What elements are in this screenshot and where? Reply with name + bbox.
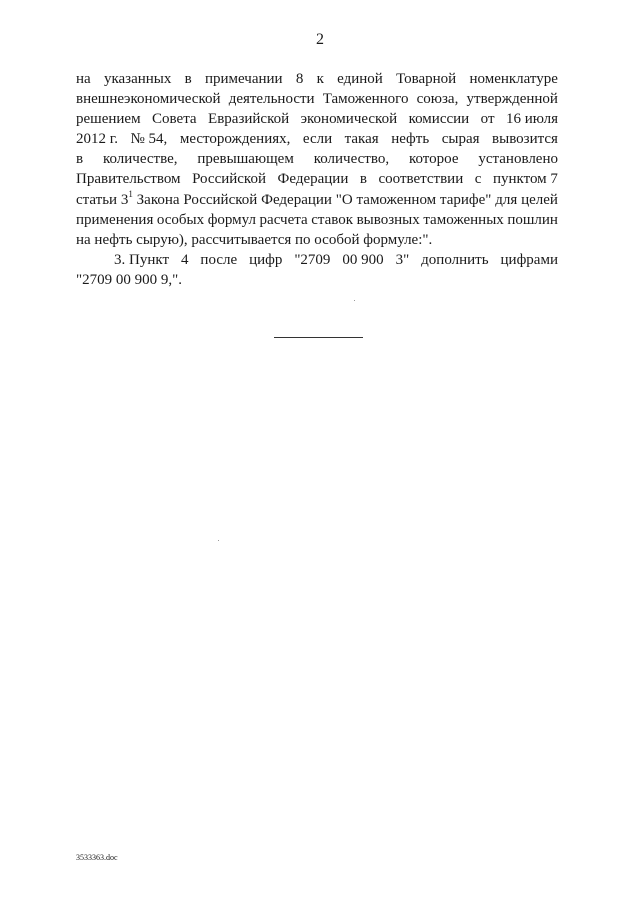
word: таможенных [423, 211, 504, 228]
scan-speck [218, 540, 219, 541]
document-body [76, 69, 558, 290]
word: превышающем [197, 151, 294, 168]
word: формул [207, 211, 256, 228]
word: цифр [249, 251, 283, 268]
word: если [302, 131, 333, 148]
word: Российской [183, 191, 258, 208]
word: 8 [295, 71, 304, 87]
word: примечании [204, 71, 283, 87]
word: пошлин [507, 211, 558, 228]
text-line [76, 69, 558, 89]
word: расчета [259, 211, 308, 228]
text-line [76, 210, 558, 230]
word: 00 900 [342, 251, 384, 268]
word: комиссии [408, 111, 470, 128]
word: с [474, 171, 482, 188]
word: решением [76, 111, 141, 128]
paragraph-3-line-end: "2709 00 900 9,". [76, 271, 182, 288]
word: которое [408, 151, 459, 168]
word: количестве, [102, 151, 178, 168]
word: деятельности [228, 91, 315, 108]
word: количество, [313, 151, 390, 168]
text-line [76, 129, 558, 149]
word: соответствии [378, 171, 464, 188]
word: 4 [180, 251, 189, 268]
word: в [359, 171, 367, 188]
superscript: 1 [128, 188, 133, 199]
word: дополнить [421, 251, 489, 268]
word: Федерации [277, 171, 349, 188]
word: к [316, 71, 324, 87]
word: в [184, 71, 192, 87]
word: экономической [300, 111, 398, 128]
word: утвержденной [466, 91, 558, 108]
text-line-last: на нефть сырую), рассчитывается по особой формуле:". [76, 231, 433, 248]
word: Закона [136, 191, 180, 208]
word: Евразийской [208, 111, 290, 128]
word: после [200, 251, 238, 268]
word: Российской [192, 171, 266, 188]
word: Совета [152, 111, 197, 128]
word: 3. Пункт [114, 251, 170, 268]
word: Правительством [76, 171, 181, 188]
scan-speck [354, 300, 355, 301]
word: внешнеэкономической [76, 91, 221, 108]
word: особых [156, 211, 205, 228]
word: вывозных [356, 211, 420, 228]
text-line [76, 169, 558, 189]
word: 2012 г. [76, 131, 118, 148]
word: цифрами [500, 251, 558, 268]
word: № 54, [130, 131, 168, 148]
word: 16 июля [505, 111, 558, 128]
word: номенклатуре [469, 71, 558, 87]
text-line [76, 109, 558, 129]
word: пунктом 7 [492, 171, 558, 188]
word: такая [344, 131, 379, 148]
word: установлено [478, 151, 558, 168]
word: таможенном [356, 191, 437, 208]
text-line [76, 89, 558, 109]
word: тарифе" [439, 191, 492, 208]
page-number: 2 [316, 31, 324, 48]
word: единой [337, 71, 383, 87]
word: вывозится [492, 131, 558, 148]
word: "О [335, 191, 353, 208]
word: Товарной [396, 71, 457, 87]
text-line [76, 190, 558, 210]
word: нефть [391, 131, 430, 148]
word: для [495, 191, 518, 208]
word: на [76, 71, 91, 87]
word: ставок [311, 211, 354, 228]
footer-filename: 3533363.doc [76, 853, 118, 862]
text-line [76, 149, 558, 169]
word: Федерации [261, 191, 332, 208]
word: в [76, 151, 84, 168]
word: указанных [103, 71, 172, 87]
word: месторождениях, [179, 131, 291, 148]
word: сырая [441, 131, 480, 148]
word: "2709 [294, 251, 331, 268]
word: союза, [416, 91, 459, 108]
word: Таможенного [322, 91, 409, 108]
word: применения [76, 211, 154, 228]
word: статьи $3^1$ [76, 188, 133, 208]
word: 3" [395, 251, 410, 268]
word: целей [521, 191, 558, 208]
word: от [480, 111, 495, 128]
paragraph-3-line [76, 250, 558, 270]
end-separator-line [274, 337, 363, 338]
